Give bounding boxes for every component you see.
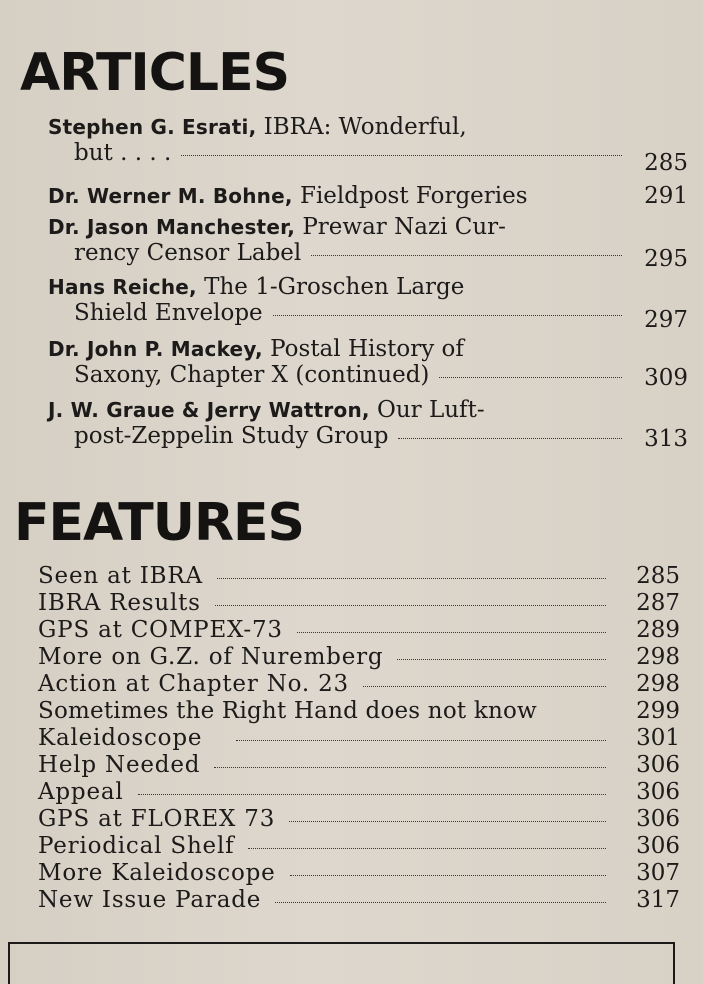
article-entry[interactable] — [48, 114, 688, 176]
dotted-leader — [290, 875, 606, 876]
feature-entry[interactable] — [38, 671, 680, 697]
feature-title: Kaleidoscope — [38, 725, 203, 751]
article-entry[interactable] — [48, 274, 688, 333]
feature-title: GPS at COMPEX-73 — [38, 617, 283, 643]
article-entry[interactable] — [48, 397, 688, 452]
articles-heading: ARTICLES — [20, 43, 290, 103]
article-page-number: 309 — [644, 365, 688, 391]
feature-title: Sometimes the Right Hand does not know — [38, 698, 537, 724]
feature-page-number: 301 — [636, 725, 680, 751]
article-page-number: 285 — [644, 150, 688, 176]
feature-entry[interactable] — [38, 887, 680, 913]
article-author: Dr. Werner M. Bohne, — [48, 184, 293, 208]
feature-page-number: 306 — [636, 806, 680, 832]
dotted-leader — [236, 740, 606, 741]
article-title-line2: Shield Envelope — [74, 300, 263, 326]
article-author: Dr. Jason Manchester, — [48, 215, 296, 239]
dotted-leader — [397, 659, 606, 660]
feature-page-number: 307 — [636, 860, 680, 886]
article-page-number: 313 — [644, 426, 688, 452]
feature-page-number: 306 — [636, 752, 680, 778]
feature-title: More on G.Z. of Nuremberg — [38, 644, 384, 670]
article-author: J. W. Graue & Jerry Wattron, — [48, 398, 370, 422]
dotted-leader — [289, 821, 606, 822]
feature-page-number: 287 — [636, 590, 680, 616]
feature-title: New Issue Parade — [38, 887, 262, 913]
article-entry[interactable] — [48, 183, 688, 209]
dotted-leader — [275, 902, 606, 903]
dotted-leader — [311, 255, 622, 256]
feature-page-number: 285 — [636, 563, 680, 589]
article-author: Hans Reiche, — [48, 275, 197, 299]
article-title-line1: Fieldpost Forgeries — [292, 183, 528, 209]
feature-title: Action at Chapter No. 23 — [38, 671, 349, 697]
article-author: Dr. John P. Mackey, — [48, 337, 263, 361]
feature-entry[interactable] — [38, 725, 680, 751]
feature-entry[interactable] — [38, 698, 680, 724]
feature-page-number: 306 — [636, 779, 680, 805]
article-entry[interactable] — [48, 214, 688, 272]
feature-entry[interactable] — [38, 806, 680, 832]
feature-entry[interactable] — [38, 752, 680, 778]
feature-page-number: 317 — [636, 887, 680, 913]
article-author: Stephen G. Esrati, — [48, 115, 257, 139]
feature-title: Appeal — [38, 779, 124, 805]
feature-entry[interactable] — [38, 833, 680, 859]
article-title-line1: Postal History of — [262, 336, 464, 362]
feature-title: GPS at FLOREX 73 — [38, 806, 276, 832]
dotted-leader — [297, 632, 606, 633]
feature-page-number: 299 — [636, 698, 680, 724]
feature-page-number: 298 — [636, 671, 680, 697]
feature-entry[interactable] — [38, 563, 680, 589]
feature-page-number: 298 — [636, 644, 680, 670]
feature-title: Seen at IBRA — [38, 563, 203, 589]
dotted-leader — [439, 377, 622, 378]
feature-title: More Kaleidoscope — [38, 860, 276, 886]
feature-entry[interactable] — [38, 590, 680, 616]
article-page-number: 291 — [644, 183, 688, 209]
article-title-line2: Saxony, Chapter X (continued) — [74, 362, 430, 388]
dotted-leader — [215, 605, 606, 606]
article-title-line1: The 1-Groschen Large — [196, 274, 465, 300]
feature-entry[interactable] — [38, 617, 680, 643]
dotted-leader — [248, 848, 606, 849]
article-page-number: 297 — [644, 307, 688, 333]
bottom-frame-box — [8, 942, 675, 984]
article-title-line1: Prewar Nazi Cur- — [295, 214, 506, 240]
feature-page-number: 306 — [636, 833, 680, 859]
dotted-leader — [214, 767, 606, 768]
features-heading: FEATURES — [14, 493, 304, 553]
feature-title: Periodical Shelf — [38, 833, 235, 859]
feature-entry[interactable] — [38, 779, 680, 805]
article-title-line2: rency Censor Label — [74, 240, 302, 266]
article-title-line2: but . . . . — [74, 140, 172, 166]
article-title-line1: IBRA: Wonderful, — [256, 114, 467, 140]
article-page-number: 295 — [644, 246, 688, 272]
feature-page-number: 289 — [636, 617, 680, 643]
dotted-leader — [181, 155, 622, 156]
article-entry[interactable] — [48, 336, 688, 391]
dotted-leader — [398, 438, 622, 439]
feature-entry[interactable] — [38, 644, 680, 670]
dotted-leader — [273, 315, 622, 316]
article-title-line2: post-Zeppelin Study Group — [74, 423, 389, 449]
dotted-leader — [138, 794, 606, 795]
feature-title: Help Needed — [38, 752, 201, 778]
dotted-leader — [363, 686, 606, 687]
feature-title: IBRA Results — [38, 590, 201, 616]
article-title-line1: Our Luft- — [369, 397, 485, 423]
dotted-leader — [217, 578, 606, 579]
feature-entry[interactable] — [38, 860, 680, 886]
